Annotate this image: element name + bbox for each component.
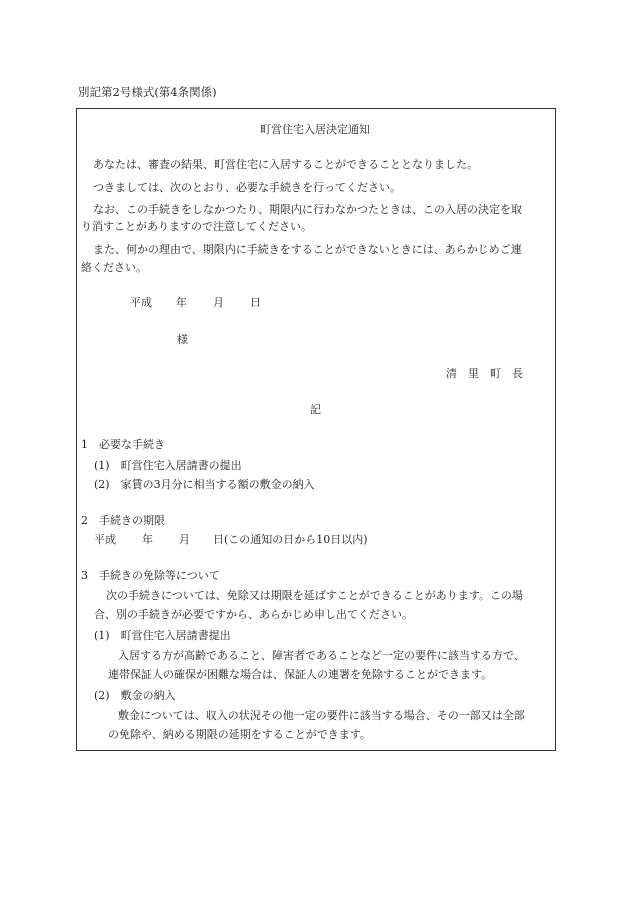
deadline-month-unit: 月 <box>179 533 190 546</box>
notice-title: 町営住宅入居決定通知 <box>260 123 370 136</box>
subsection-2-line-1: 敷金については、収入の状況その他一定の要件に該当する場合、その一部又は全部 <box>118 709 525 722</box>
ki-marker: 記 <box>310 403 321 416</box>
date-era: 平成 <box>130 296 152 309</box>
paragraph-line-2: つきましては、次のとおり、必要な手続きを行ってください。 <box>93 181 401 194</box>
section-3-intro-line-1: 次の手続きについては、免除又は期限を延ばすことができることがあります。この場 <box>106 589 523 602</box>
deadline-year-unit: 年 <box>142 533 153 546</box>
paragraph-line-4: り消すことがありますので注意してください。 <box>81 220 312 233</box>
paragraph-line-6: 絡ください。 <box>81 261 147 274</box>
subsection-1-line-2: 連帯保証人の確保が困難な場合は、保証人の連署を免除することができます。 <box>108 668 493 681</box>
date-month-unit: 月 <box>213 296 224 309</box>
date-year-unit: 年 <box>176 296 187 309</box>
paragraph-line-3: なお、この手続きをしなかつたり、期限内に行わなかつたときは、この入居の決定を取 <box>93 203 522 216</box>
form-number-label: 別記第2号様式(第4条関係) <box>78 85 217 99</box>
subsection-1-title: (1) 町営住宅入居請書提出 <box>94 629 231 642</box>
section-1-title: 1 必要な手続き <box>81 438 165 451</box>
recipient-suffix: 様 <box>177 333 188 346</box>
subsection-2-title: (2) 敷金の納入 <box>94 689 176 702</box>
section-3-title: 3 手続きの免除等について <box>81 569 220 582</box>
section-3-intro-line-2: 合、別の手続きが必要ですから、あらかじめ申し出てください。 <box>94 608 413 621</box>
section-1-item-1: (1) 町営住宅入居請書の提出 <box>94 459 242 472</box>
date-day-unit: 日 <box>250 296 261 309</box>
subsection-2-line-2: の免除や、納める期限の延期をすることができます。 <box>108 728 371 741</box>
paragraph-line-5: また、何かの理由で、期限内に手続きをすることができないときには、あらかじめご連 <box>93 243 522 256</box>
notice-title-row <box>0 123 630 137</box>
issuer-name: 清 里 町 長 <box>446 367 523 380</box>
section-1-item-2: (2) 家賃の3月分に相当する額の敷金の納入 <box>94 478 315 491</box>
section-2-title: 2 手続きの期限 <box>81 514 165 527</box>
subsection-1-line-1: 入居する方が高齢であること、障害者であることなど一定の要件に該当する方で、 <box>118 649 525 662</box>
deadline-era: 平成 <box>94 533 116 546</box>
deadline-day-note: 日(この通知の日から10日以内) <box>213 533 368 546</box>
paragraph-line-1: あなたは、審査の結果、町営住宅に入居することができることとなりました。 <box>93 158 478 171</box>
